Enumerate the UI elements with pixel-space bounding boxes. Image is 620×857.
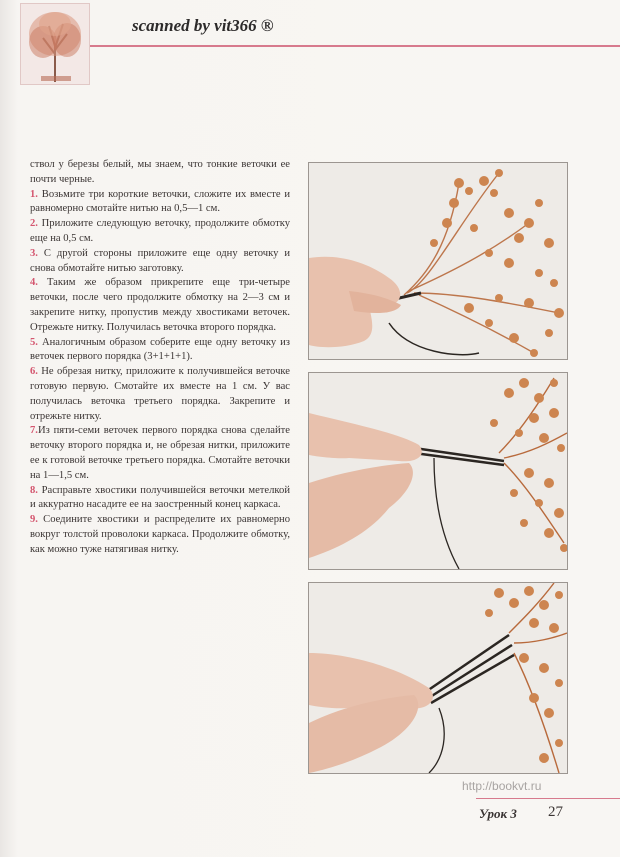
step-text: Возьмите три короткие веточки, сложите их вместе и равномерно смотайте нитью на 0,5—1 см. [30, 188, 290, 215]
step-3 [30, 247, 290, 277]
step-text: Таким же образом прикрепите еще три-четыре веточки, после чего продолжите обмотку на 2—3 см и закрепите нитку, пропустив между хвостиками веточек. Отрежьте нитку. Получилась веточка второго порядка. [30, 277, 290, 333]
step-text: С другой стороны приложите еще одну веточку и снова обмотайте нитью заготовку. [30, 247, 290, 274]
step-9 [30, 513, 290, 557]
step-8 [30, 484, 290, 514]
photo-step-3 [308, 582, 568, 774]
step-text: Расправьте хвостики получившейся веточки метелкой и аккуратно насадите ее на заостренный конец каркаса. [30, 484, 290, 511]
step-6 [30, 365, 290, 424]
page-number: 27 [548, 804, 563, 820]
step-4 [30, 276, 290, 335]
header-divider [90, 45, 620, 47]
step-number: 1. [30, 188, 38, 200]
step-5 [30, 336, 290, 366]
step-text: ствол у березы белый, мы знаем, что тонкие веточки ее почти черные. [30, 159, 290, 185]
step-1 [30, 188, 290, 218]
step-2 [30, 217, 290, 247]
instructions-text [30, 158, 290, 558]
step-number: 9. [30, 514, 38, 526]
lesson-label: Урок 3 [479, 806, 517, 821]
step-number: 8. [30, 484, 38, 496]
step-number: 5. [30, 336, 38, 348]
step-number: 7. [30, 425, 38, 437]
birch-tree-logo [20, 3, 90, 85]
photo-step-1 [308, 162, 568, 360]
step-text: Соедините хвостики и распределите их равномерно вокруг толстой проволоки каркаса. Продолжите обмотку, как можно туже натягивая нитку. [30, 514, 290, 555]
footer-divider [476, 798, 620, 799]
step-number: 2. [30, 218, 38, 230]
step-number: 6. [30, 366, 38, 378]
footer-url: http://bookvt.ru [462, 779, 542, 793]
step-7 [30, 424, 290, 483]
header-title: scanned by vit366 ® [132, 16, 274, 35]
step-text: Не обрезая нитку, приложите к получившейся веточке готовую первую. Смотайте их вместе на 1 см. У вас получилась веточка третьего порядка. Закрепите и отрежьте нитку. [30, 366, 290, 422]
step-number: 4. [30, 277, 38, 289]
photo-step-2 [308, 372, 568, 570]
step-text: Приложите следующую веточку, продолжите обмотку еще на 0,5 см. [30, 218, 290, 244]
step-number: 3. [30, 247, 38, 259]
intro-paragraph [30, 158, 290, 188]
step-text: Аналогичным образом соберите еще одну веточку из веточек первого порядка (3+1+1+1). [30, 336, 290, 363]
step-text: Из пяти-семи веточек первого порядка снова сделайте веточку второго порядка и, не обрезая нитки, приложите ее к готовой веточке третьего порядка. Смотайте веточки на 1—1,5 см. [30, 425, 290, 481]
